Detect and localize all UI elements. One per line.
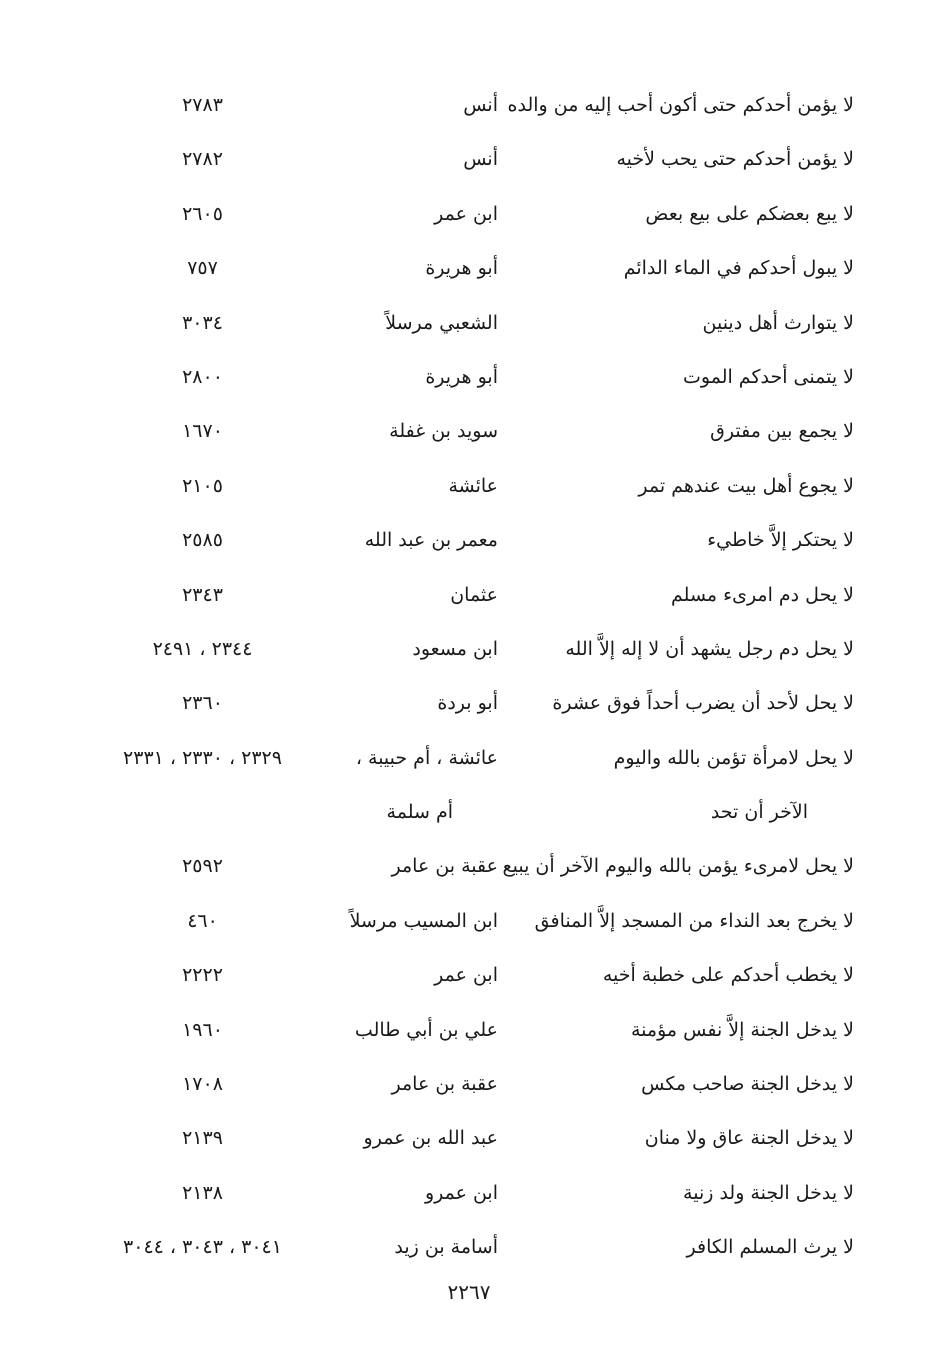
reference-number: ٢١٣٩	[182, 1127, 223, 1150]
hadith-text: لا يبع بعضكم على بيع بعض	[645, 202, 854, 225]
narrator-name: سويد بن غفلة	[389, 420, 498, 443]
reference-number: ٣٠٤١ ، ٣٠٤٣ ، ٣٠٤٤	[123, 1236, 282, 1259]
index-entry	[0, 841, 938, 895]
hadith-index-list	[0, 80, 938, 1277]
hadith-text: لا يحل دم امرىء مسلم	[671, 583, 854, 606]
narrator-name: علي بن أبي طالب	[354, 1018, 498, 1041]
index-entry	[0, 1168, 938, 1222]
index-entry	[0, 787, 938, 841]
reference-number: ٢٣٦٠	[182, 692, 223, 715]
hadith-text: لا يؤمن أحدكم حتى أكون أحب إليه من والده	[507, 94, 854, 116]
reference-number: ٢٣٤٤ ، ٢٤٩١	[152, 637, 253, 660]
hadith-text: لا يدخل الجنة صاحب مكس	[641, 1073, 854, 1096]
reference-number: ٢٨٠٠	[182, 365, 223, 388]
narrator-name: ابن عمر	[434, 964, 498, 987]
index-entry	[0, 461, 938, 515]
index-entry	[0, 189, 938, 243]
hadith-text: لا يرث المسلم الكافر	[686, 1236, 854, 1259]
reference-number: ٢٧٨٣	[182, 94, 223, 116]
hadith-text: لا يدخل الجنة إلاَّ نفس مؤمنة	[630, 1018, 854, 1041]
hadith-text: لا يبول أحدكم في الماء الدائم	[623, 257, 854, 280]
index-entry	[0, 570, 938, 624]
hadith-text: لا يؤمن أحدكم حتى يحب لأخيه	[616, 148, 854, 171]
narrator-name: ابن عمر	[434, 202, 498, 225]
hadith-text: لا يحل لامرأة تؤمن بالله واليوم	[613, 746, 854, 769]
reference-number: ٢٥٨٥	[182, 529, 223, 552]
index-entry	[0, 298, 938, 352]
index-entry	[0, 678, 938, 732]
narrator-name: أنس	[463, 148, 498, 171]
index-entry	[0, 624, 938, 678]
index-entry	[0, 1222, 938, 1276]
reference-number: ٢٧٨٢	[182, 148, 223, 171]
index-entry	[0, 950, 938, 1004]
reference-number: ٤٦٠	[187, 909, 218, 932]
reference-number: ٢١٣٨	[182, 1181, 223, 1204]
hadith-text: لا يجمع بين مفترق	[710, 420, 854, 443]
index-entry	[0, 352, 938, 406]
narrator-name: أبو هريرة	[425, 365, 498, 388]
reference-number: ٣٠٣٤	[182, 311, 223, 334]
reference-number: ١٩٦٠	[182, 1018, 223, 1041]
narrator-name: معمر بن عبد الله	[364, 529, 498, 552]
hadith-text: لا يتوارث أهل دينين	[702, 311, 854, 334]
reference-number: ٢٣٢٩ ، ٢٣٣٠ ، ٢٣٣١	[123, 746, 282, 769]
narrator-name: عثمان	[450, 583, 498, 606]
narrator-name: أبو هريرة	[425, 257, 498, 280]
narrator-name: ابن المسيب مرسلاً	[349, 909, 498, 932]
hadith-text: لا يتمنى أحدكم الموت	[683, 365, 854, 388]
hadith-text: لا يحل دم رجل يشهد أن لا إله إلاَّ الله	[565, 637, 854, 660]
index-entry	[0, 733, 938, 787]
reference-number: ١٦٧٠	[182, 420, 223, 443]
hadith-text: لا يدخل الجنة ولد زنية	[683, 1181, 854, 1204]
narrator-name: عقبة بن عامر	[391, 1073, 498, 1096]
hadith-text: لا يحتكر إلاَّ خاطيء	[707, 529, 854, 552]
reference-number: ٢٥٩٢	[182, 855, 223, 878]
index-entry	[0, 515, 938, 569]
hadith-text: لا يحل لامرىء يؤمن بالله واليوم الآخر أن يبيع	[502, 855, 854, 878]
index-entry	[0, 896, 938, 950]
hadith-text: لا يخرج بعد النداء من المسجد إلاَّ المنافق	[534, 909, 854, 932]
index-entry	[0, 80, 938, 134]
narrator-name: ابن عمرو	[424, 1181, 498, 1204]
index-entry	[0, 243, 938, 297]
index-entry	[0, 406, 938, 460]
narrator-name: أبو بردة	[437, 692, 498, 715]
narrator-name: أم سلمة	[386, 801, 453, 824]
hadith-text: لا يخطب أحدكم على خطبة أخيه	[602, 964, 854, 987]
narrator-name: عبد الله بن عمرو	[363, 1127, 498, 1150]
narrator-name: عقبة بن عامر	[391, 855, 498, 878]
reference-number: ٧٥٧	[187, 257, 218, 280]
hadith-text: لا يدخل الجنة عاق ولا منان	[644, 1127, 854, 1150]
reference-number: ٢١٠٥	[182, 474, 223, 497]
narrator-name: أنس	[463, 94, 498, 116]
narrator-name: ابن مسعود	[412, 637, 498, 660]
index-entry	[0, 1059, 938, 1113]
reference-number: ٢٢٢٢	[182, 964, 223, 987]
reference-number: ٢٣٤٣	[182, 583, 223, 606]
hadith-text: الآخر أن تحد	[710, 801, 808, 824]
hadith-text: لا يحل لأحد أن يضرب أحداً فوق عشرة	[552, 692, 854, 715]
index-entry	[0, 134, 938, 188]
narrator-name: عائشة	[448, 474, 498, 497]
index-entry	[0, 1005, 938, 1059]
narrator-name: عائشة ، أم حبيبة ،	[355, 746, 498, 769]
reference-number: ١٧٠٨	[182, 1073, 223, 1096]
hadith-text: لا يجوع أهل بيت عندهم تمر	[638, 474, 854, 497]
narrator-name: الشعبي مرسلاً	[385, 311, 498, 334]
narrator-name: أسامة بن زيد	[394, 1236, 498, 1259]
reference-number: ٢٦٠٥	[182, 202, 223, 225]
page-number: ٢٢٦٧	[447, 1280, 491, 1304]
index-entry	[0, 1113, 938, 1167]
